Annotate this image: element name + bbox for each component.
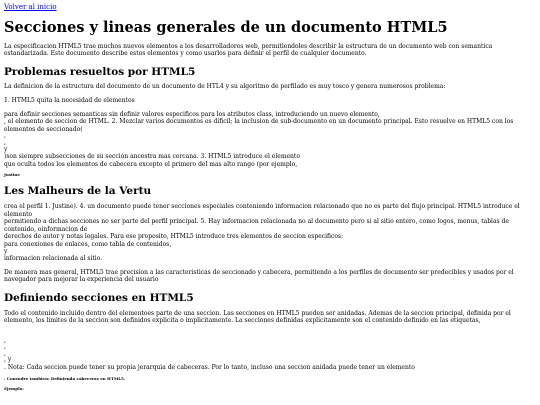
section3-y: , y <box>4 356 12 364</box>
section1-small-heading: Justine <box>4 172 20 178</box>
section2-paragraph-2: De manera mas general, HTML5 trae precision a las caracteristicas de seccionado y cabecera, permitiendo a los perfiles de documento ser predecibles y usados por el navegador para mejorar la experiencia del usuario <box>4 268 514 284</box>
section2-line-3: derechos de autor y notas legales. Para ese proposito, HTML5 introduce tres elementos de seccion especificos: <box>4 233 344 241</box>
section3-small-heading-2: Ejemplo: <box>4 385 24 391</box>
section1-line-2: , el elemento de seccion de HTML. 2. Mezclar varios documentos es dificil; la inclusion de sub-documento en un documento principal. Esto resuelve en HTML5 con los elementos de seccionado( <box>4 118 514 133</box>
section2-line-2: permitiendo a dichas secciones no ser parte del perfil principal. 5. Hay informacion relacionada no al documento pero si al sitio entero, como logos, menus, tablas de contenido, oinformacion de <box>4 218 509 233</box>
section2-heading: Les Malheurs de la Vertu <box>4 185 152 198</box>
section1-paragraph-2: 1. HTML5 quita la necesidad de elementos <box>4 97 135 105</box>
section1-y: y <box>4 145 8 153</box>
section3-comma-3: , <box>4 349 6 357</box>
section3-comma-1: , <box>4 336 6 344</box>
page-title: Secciones y lineas generales de un documento HTML5 <box>4 19 448 36</box>
back-link[interactable]: Volver al inicio <box>4 3 57 11</box>
section2-y: y <box>4 247 8 255</box>
section3-paragraph-1: Todo el contenido incluido dentro del elementoes parte de una seccion. Las secciones en HTML5 pueden ser anidadas. Ademas de la seccion principal, definida por el elemento, los limites de la seccion son definidos explicita o implicitamente. La secciones definidas explicitamente son el contenido definido en las etiquetas, <box>4 309 511 325</box>
intro-paragraph: La especificacion HTML5 trae muchos nuevos elementos a los desarrolladores web, permitiendoles describir la estructura de un documento web con semantica estandarizada. Este documento describe estos elementos y como usarlos para definir el perfil de cualquier documento. <box>4 42 493 58</box>
section3-comma-2: , <box>4 343 6 351</box>
section1-comma-1: , <box>4 132 6 140</box>
section2-line-4: para conexiones de enlaces, como tabla de contenidos, <box>4 240 172 248</box>
section3-heading: Definiendo secciones en HTML5 <box>4 291 194 304</box>
section3-note: . Nota: Cada seccion puede tener su propia jerarquia de cabeceras. Por lo tanto, incluso una seccion anidada puede tener un elemento <box>4 364 415 372</box>
section1-paragraph-1: La definicion de la estructura del documento de un documento de HTL4 y su algoritmo de perfilado es muy tosco y genera numerosos problema: <box>4 83 446 91</box>
section1-line-4: que oculta todos los elementos de cabecera excepto el primero del mas alto rango (por ejemplo, <box>4 160 298 168</box>
section1-heading: Problemas resueltos por HTML5 <box>4 65 196 78</box>
section2-line-1: crea el perfil 1. Justine). 4. un documento puede tener secciones especiales conteniendo informacion relacionado que no es parte del flujo principal. HTML5 introduce el elemento <box>4 202 520 218</box>
section2-line-5: informacion relacionada al sitio. <box>4 255 103 263</box>
section1-line-3: )son siempre subsecciones de su sección ancestra mas cercana. 3. HTML5 introduce el elemento <box>4 153 300 161</box>
spacer <box>4 331 536 338</box>
section1-comma-2: , <box>4 139 6 147</box>
section3-small-heading-1: . Consudre tambien: Definiendo cabeceras en HTML5. <box>4 375 126 381</box>
section1-line-1: para definir secciones semanticas sin definir valores especificos para los atributos class, introduciendo un nuevo elemento, <box>4 110 380 118</box>
